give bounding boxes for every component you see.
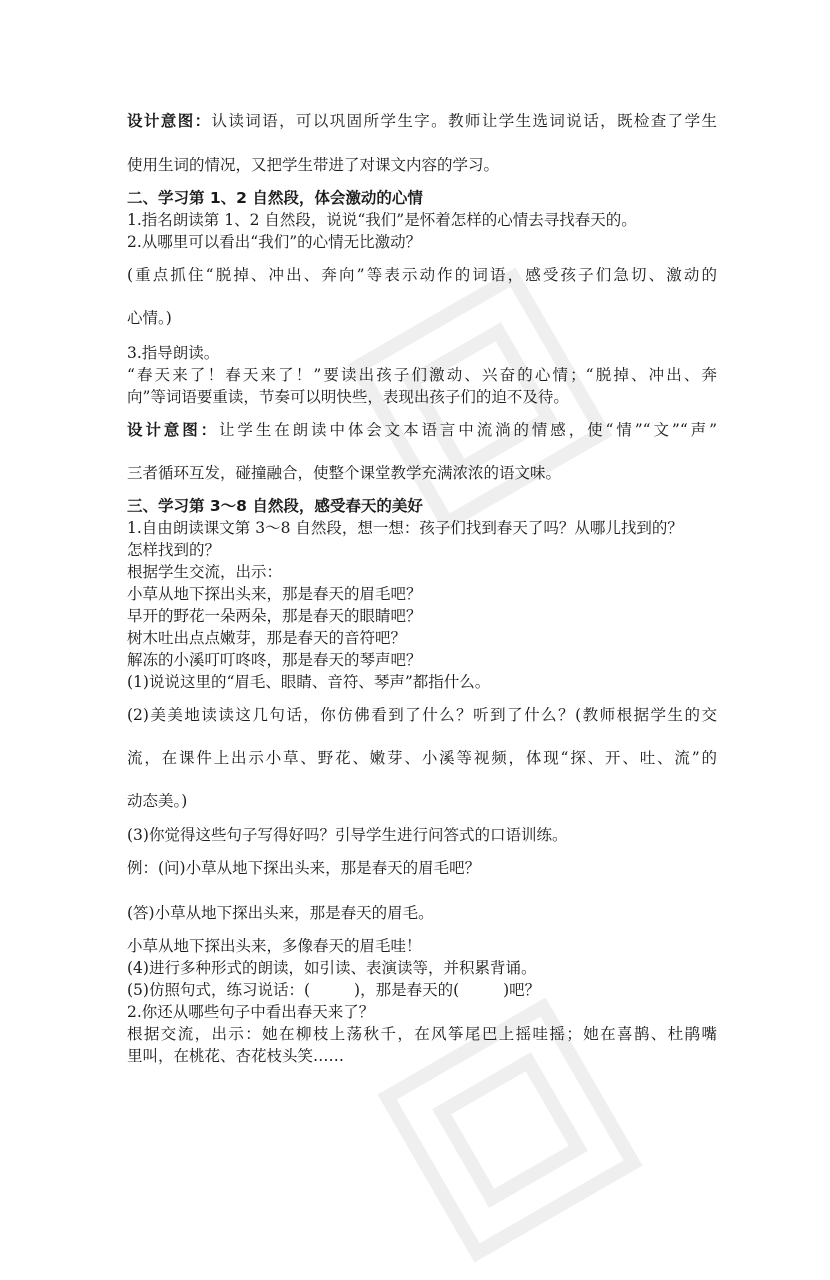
section-2-note-line2: 心情。) — [127, 309, 172, 327]
sub-question-2-line2: 流，在课件上出示小草、野花、嫩芽、小溪等视频，体现“探、开、吐、流”的 — [127, 749, 717, 767]
section-3-q2: 2.你还从哪些句子中看出春天来了？ — [127, 1003, 375, 1021]
design-intent-label: 设计意图： — [127, 421, 220, 439]
sub-question-1: (1)说说这里的“眉毛、眼睛、音符、琴声”都指什么。 — [127, 673, 491, 691]
poem-line: 树木吐出点点嫩芽，那是春天的音符吧？ — [127, 629, 407, 647]
sub-question-4: (4)进行多种形式的朗读，如引读、表演读等，并积累背诵。 — [127, 959, 537, 977]
example-answer-alt: 小草从地下探出头来，多像春天的眉毛哇！ — [127, 937, 422, 955]
design-intent-2-line2: 三者循环互发，碰撞融合，使整个课堂教学充满浓浓的语文味。 — [127, 464, 562, 482]
example-answer: (答)小草从地下探出头来，那是春天的眉毛。 — [127, 904, 434, 922]
section-2-read-line1: “春天来了！春天来了！”要读出孩子们激动、兴奋的心情；“脱掉、冲出、奔 — [127, 366, 717, 384]
design-intent-1-line2: 使用生词的情况，又把学生带进了对课文内容的学习。 — [127, 156, 500, 174]
section-3-answer-line2: 里叫，在桃花、杏花枝头笑…… — [127, 1047, 345, 1065]
section-2-read-line2: 向”等词语要重读，节奏可以明快些，表现出孩子们的迫不及待。 — [127, 388, 569, 406]
design-intent-1-line1: 设计意图：认读词语，可以巩固所学生字。教师让学生选词说话，既检查了学生 — [127, 112, 717, 130]
section-2-q3: 3.指导朗读。 — [127, 344, 220, 362]
sub-question-2-line1: (2)美美地读读这几句话，你仿佛看到了什么？听到了什么？(教师根据学生的交 — [127, 706, 717, 724]
poem-line: 小草从地下探出头来，那是春天的眉毛吧？ — [127, 585, 422, 603]
design-intent-label: 设计意图： — [127, 112, 212, 130]
section-2-q2: 2.从哪里可以看出“我们”的心情无比激动？ — [127, 233, 422, 251]
design-intent-2-line1: 设计意图：让学生在朗读中体会文本语言中流淌的情感，使“情”“文”“声” — [127, 421, 717, 439]
poem-line: 解冻的小溪叮叮咚咚，那是春天的琴声吧？ — [127, 651, 422, 669]
section-3-heading: 三、学习第 3～8 自然段，感受春天的美好 — [127, 497, 423, 515]
section-3-show-intro: 根据学生交流，出示： — [127, 563, 283, 581]
section-2-note-line1: (重点抓住“脱掉、冲出、奔向”等表示动作的词语，感受孩子们急切、激动的 — [127, 266, 717, 284]
poem-line: 早开的野花一朵两朵，那是春天的眼睛吧？ — [127, 607, 422, 625]
section-2-q1: 1.指名朗读第 1、2 自然段，说说“我们”是怀着怎样的心情去寻找春天的。 — [127, 211, 637, 229]
section-2-heading: 二、学习第 1、2 自然段，体会激动的心情 — [127, 189, 423, 207]
section-3-q1-line2: 怎样找到的？ — [127, 541, 221, 559]
sub-question-3: (3)你觉得这些句子写得好吗？引导学生进行问答式的口语训练。 — [127, 826, 568, 844]
example-question: 例：(问)小草从地下探出头来，那是春天的眉毛吧？ — [127, 859, 481, 877]
section-3-q1-line1: 1.自由朗读课文第 3～8 自然段，想一想：孩子们找到春天了吗？从哪儿找到的？ — [127, 519, 683, 537]
section-3-answer-line1: 根据交流，出示：她在柳枝上荡秋千，在风筝尾巴上摇哇摇；她在喜鹊、杜鹃嘴 — [127, 1025, 717, 1043]
sub-question-5: (5)仿照句式，练习说话：( )，那是春天的( )吧？ — [127, 981, 541, 999]
sub-question-2-line3: 动态美。) — [127, 792, 188, 810]
